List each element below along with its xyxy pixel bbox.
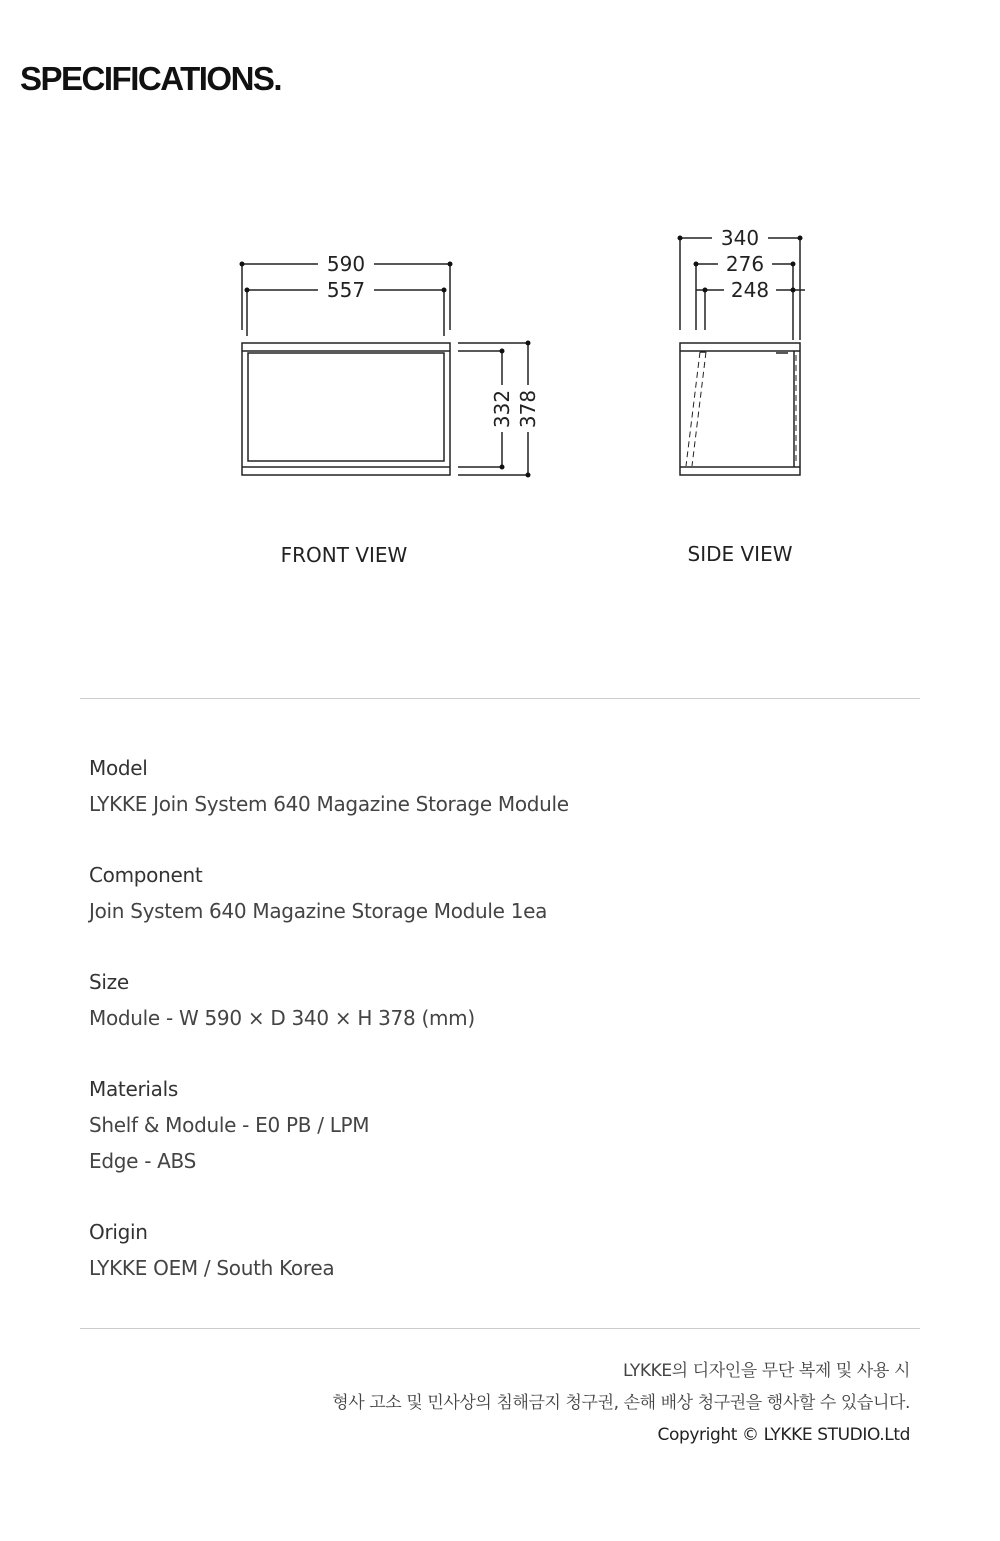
side-cabinet-outline: [680, 343, 800, 475]
technical-drawings: [0, 0, 1000, 620]
side-dim-depth-mid: 276: [725, 252, 765, 276]
front-dim-width-inner: 557: [326, 278, 366, 302]
footer-notice: [332, 1355, 910, 1451]
spec-materials: [89, 1071, 909, 1179]
divider-bottom: [80, 1328, 920, 1329]
side-dim-depth-outer: 340: [720, 226, 760, 250]
spec-label: Materials: [89, 1077, 178, 1101]
side-hidden-shelf-line-b: [692, 352, 706, 466]
spec-value: LYKKE OEM / South Korea: [89, 1256, 335, 1280]
front-cabinet-outline: [242, 343, 450, 475]
front-dim-height-outer: 378: [516, 389, 540, 429]
footer-notice-line-2: 형사 고소 및 민사상의 침해금지 청구권, 손해 배상 청구권을 행사할 수 있습니다.: [332, 1393, 910, 1413]
spec-label: Origin: [89, 1220, 148, 1244]
dimension-endpoints: [240, 236, 803, 478]
front-view-drawing: [242, 264, 530, 475]
spec-label: Model: [89, 756, 148, 780]
spec-label: Component: [89, 863, 203, 887]
spec-model: [89, 750, 909, 822]
spec-list: [89, 750, 909, 1321]
spec-component: [89, 857, 909, 929]
spec-label: Size: [89, 970, 129, 994]
spec-size: [89, 964, 909, 1036]
footer-copyright: Copyright © LYKKE STUDIO.Ltd: [657, 1425, 910, 1445]
side-dim-depth-inner: 248: [730, 278, 770, 302]
spec-value: Shelf & Module - E0 PB / LPM: [89, 1113, 370, 1137]
front-opening: [248, 353, 444, 461]
side-view-label: SIDE VIEW: [687, 542, 793, 566]
front-dim-height-inner: 332: [490, 389, 514, 429]
front-dim-width-outer: 590: [326, 252, 366, 276]
footer-notice-line-1: LYKKE의 디자인을 무단 복제 및 사용 시: [623, 1361, 910, 1381]
spec-value: LYKKE Join System 640 Magazine Storage Module: [89, 792, 569, 816]
spec-value: Join System 640 Magazine Storage Module 1ea: [89, 899, 548, 923]
divider-top: [80, 698, 920, 699]
spec-value: Edge - ABS: [89, 1149, 197, 1173]
page-title: SPECIFICATIONS.: [20, 60, 282, 97]
front-view-label: FRONT VIEW: [280, 543, 408, 567]
spec-value: Module - W 590 × D 340 × H 378 (mm): [89, 1006, 475, 1030]
spec-origin: [89, 1214, 909, 1286]
side-hidden-shelf-line-a: [686, 352, 700, 466]
